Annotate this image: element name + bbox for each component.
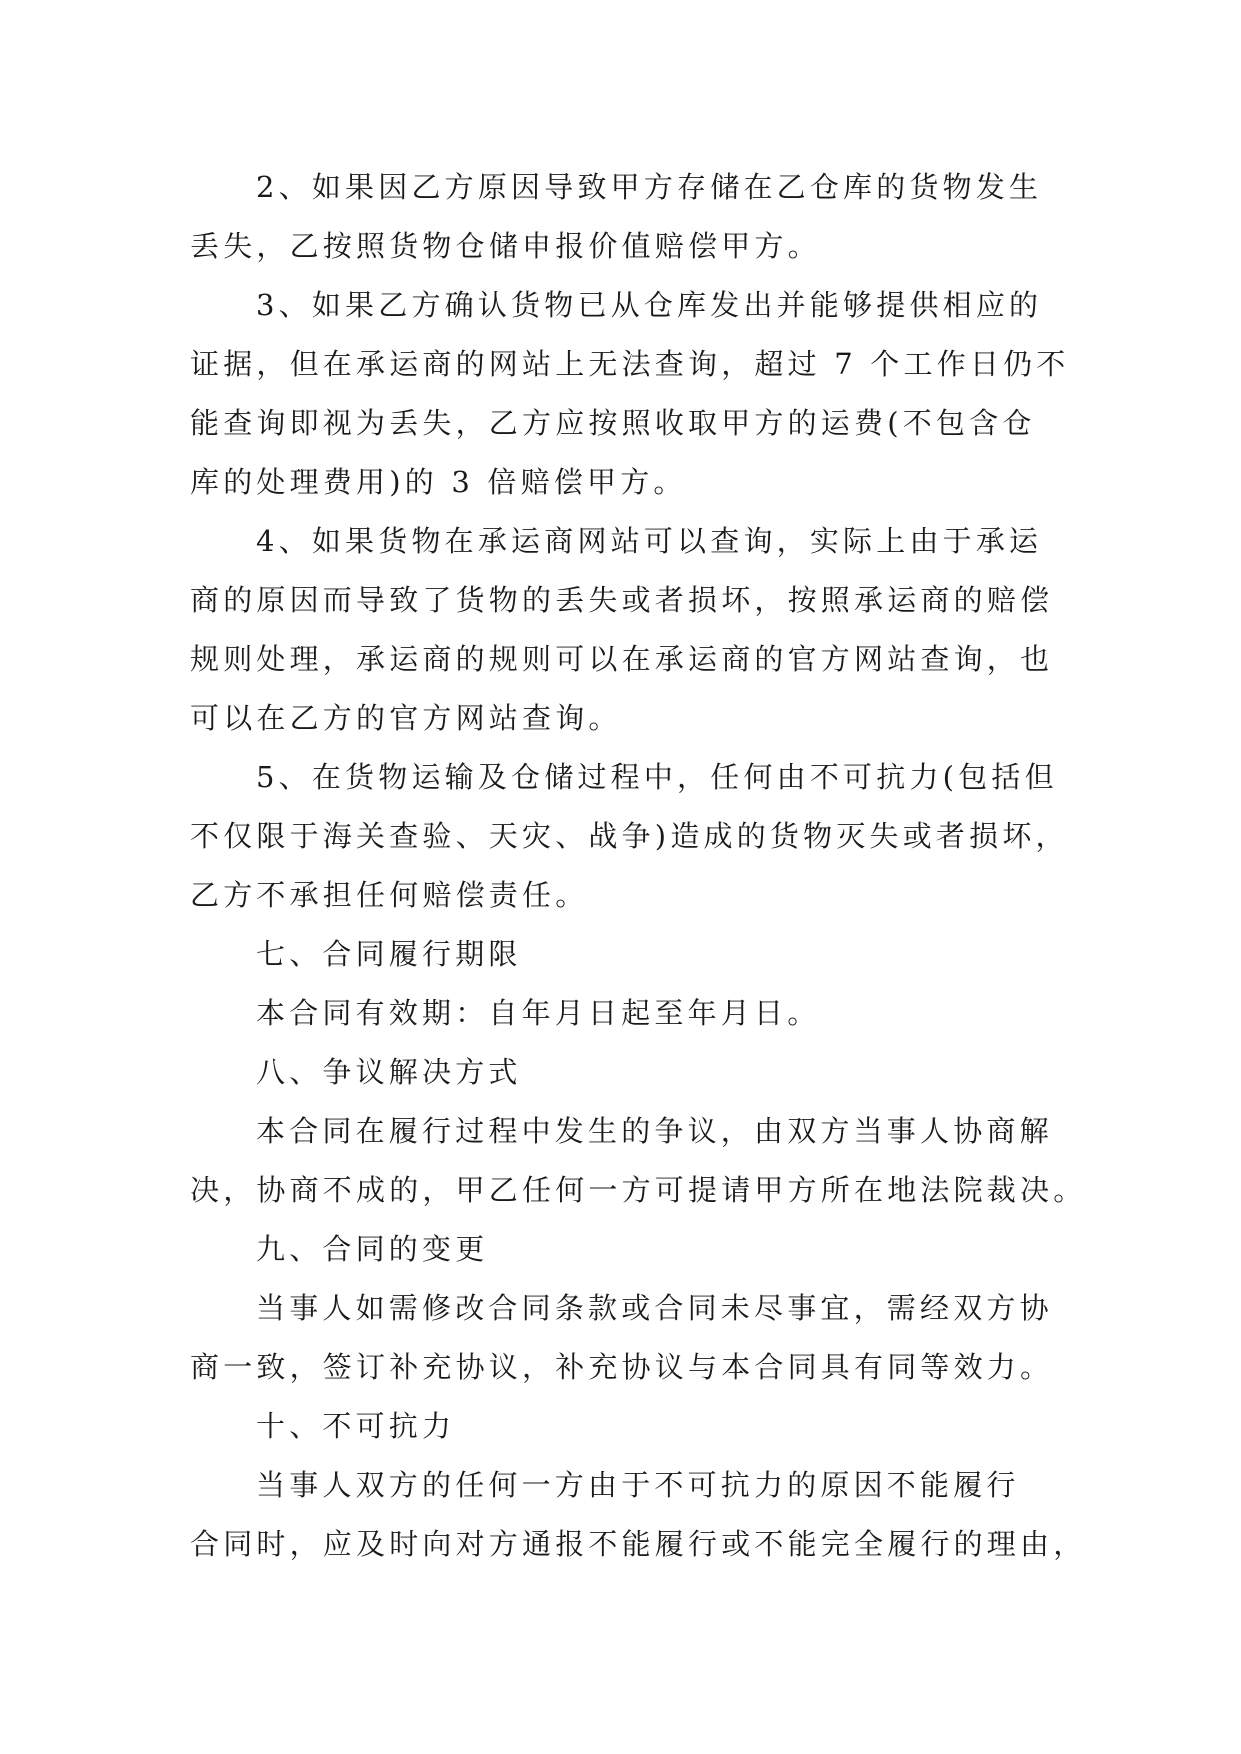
section-8-heading: 八、争议解决方式: [256, 1055, 522, 1089]
section-10-line-2: 合同时，应及时向对方通报不能履行或不能完全履行的理由，: [190, 1527, 1087, 1561]
section-10-line-1: 当事人双方的任何一方由于不可抗力的原因不能履行: [256, 1468, 1020, 1502]
document-body: [190, 158, 1087, 1574]
section-9-heading: 九、合同的变更: [256, 1232, 489, 1266]
clause-5-line-3: 乙方不承担任何赔偿责任。: [190, 878, 589, 912]
clause-4-line-1: 4、如果货物在承运商网站可以查询，实际上由于承运: [256, 524, 1043, 558]
clause-4-line-2: 商的原因而导致了货物的丢失或者损坏，按照承运商的赔偿: [190, 583, 1054, 617]
clause-5-line-1: 5、在货物运输及仓储过程中，任何由不可抗力(包括但: [256, 760, 1058, 794]
clause-3-line-2: 证据，但在承运商的网站上无法查询，超过 7 个工作日仍不: [190, 347, 1070, 381]
section-9-line-2: 商一致，签订补充协议，补充协议与本合同具有同等效力。: [190, 1350, 1054, 1384]
section-8-line-2: 决，协商不成的，甲乙任何一方可提请甲方所在地法院裁决。: [190, 1173, 1087, 1207]
section-7-text: 本合同有效期：自年月日起至年月日。: [256, 996, 821, 1030]
clause-2-line-2: 丢失，乙按照货物仓储申报价值赔偿甲方。: [190, 229, 821, 263]
section-8-line-1: 本合同在履行过程中发生的争议，由双方当事人协商解: [256, 1114, 1053, 1148]
clause-3-line-4: 库的处理费用)的 3 倍赔偿甲方。: [190, 465, 687, 499]
clause-4-line-3: 规则处理，承运商的规则可以在承运商的官方网站查询，也: [190, 642, 1054, 676]
section-7-heading: 七、合同履行期限: [256, 937, 522, 971]
clause-3-line-3: 能查询即视为丢失，乙方应按照收取甲方的运费(不包含仓: [190, 406, 1036, 440]
clause-2-line-1: 2、如果因乙方原因导致甲方存储在乙仓库的货物发生: [256, 170, 1043, 204]
clause-4-line-4: 可以在乙方的官方网站查询。: [190, 701, 622, 735]
clause-5-line-2: 不仅限于海关查验、天灾、战争)造成的货物灭失或者损坏，: [190, 819, 1069, 853]
section-9-line-1: 当事人如需修改合同条款或合同未尽事宜，需经双方协: [256, 1291, 1053, 1325]
clause-3-line-1: 3、如果乙方确认货物已从仓库发出并能够提供相应的: [256, 288, 1043, 322]
section-10-heading: 十、不可抗力: [256, 1409, 456, 1443]
